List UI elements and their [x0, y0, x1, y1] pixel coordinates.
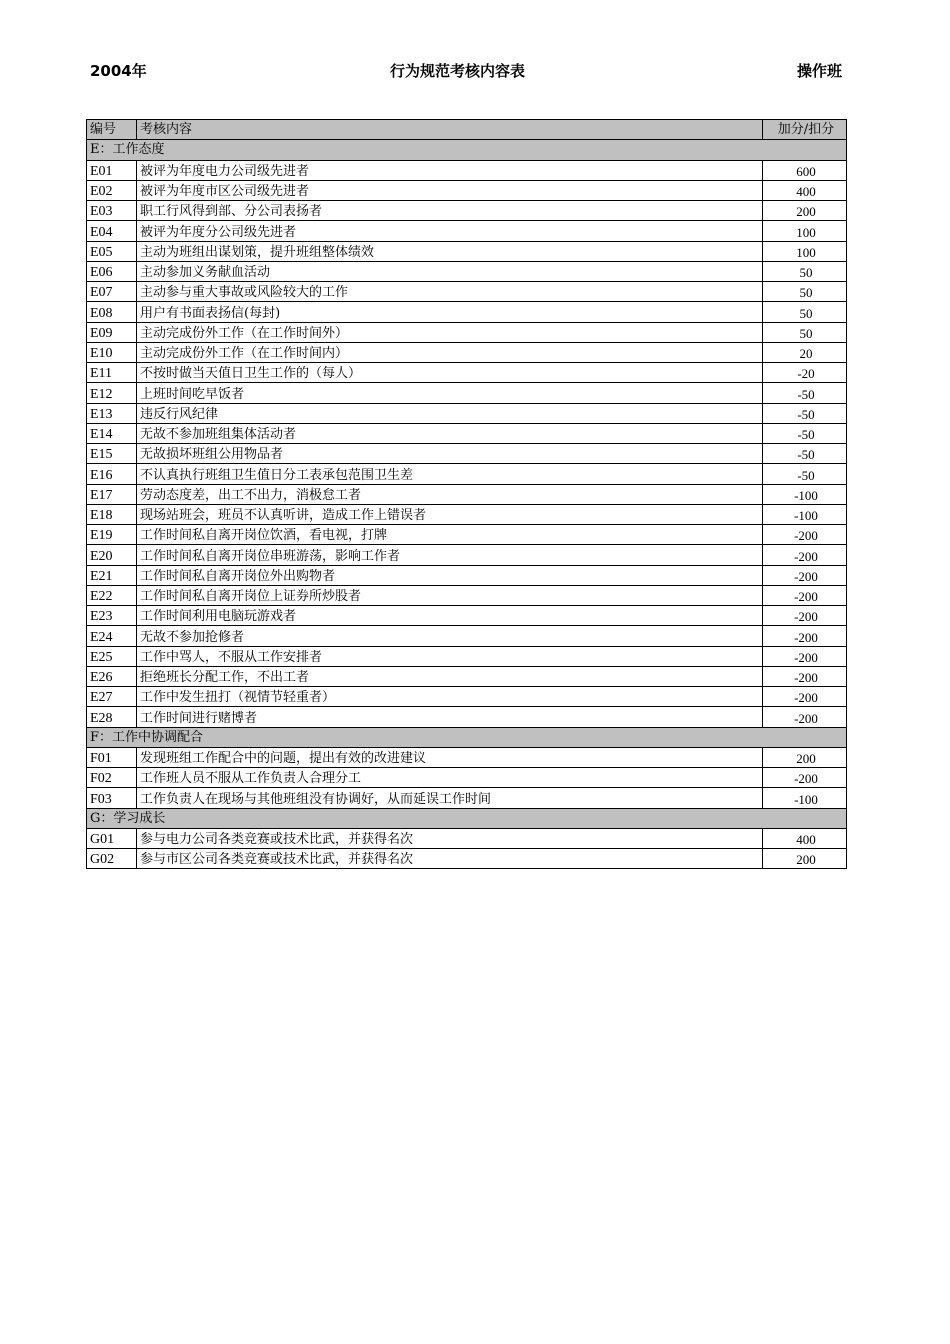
- item-code: E08: [87, 302, 137, 322]
- item-code: E13: [87, 403, 137, 423]
- item-code: E07: [87, 282, 137, 302]
- item-code: E25: [87, 646, 137, 666]
- section-row: [87, 727, 847, 747]
- item-score: 200: [763, 201, 847, 221]
- item-score: 200: [763, 849, 847, 869]
- item-code: E22: [87, 585, 137, 605]
- item-content: 违反行风纪律: [137, 403, 763, 423]
- item-content: 用户有书面表扬信(每封): [137, 302, 763, 322]
- item-content: 被评为年度分公司级先进者: [137, 221, 763, 241]
- item-score: -200: [763, 768, 847, 788]
- item-score: -200: [763, 525, 847, 545]
- table-row: [87, 626, 847, 646]
- report-year: 2004年: [90, 62, 147, 80]
- table-row: [87, 221, 847, 241]
- item-content: 工作负责人在现场与其他班组没有协调好，从而延误工作时间: [137, 788, 763, 808]
- item-code: E12: [87, 383, 137, 403]
- item-code: E16: [87, 464, 137, 484]
- table-row: [87, 383, 847, 403]
- table-row: [87, 788, 847, 808]
- item-score: -200: [763, 666, 847, 686]
- item-content: 被评为年度市区公司级先进者: [137, 180, 763, 200]
- item-content: 工作时间私自离开岗位外出购物者: [137, 565, 763, 585]
- table-row: [87, 828, 847, 848]
- table-row: [87, 302, 847, 322]
- item-score: 50: [763, 261, 847, 281]
- item-content: 主动完成份外工作（在工作时间内）: [137, 342, 763, 362]
- page-title: 行为规范考核内容表: [390, 62, 526, 80]
- item-code: F01: [87, 747, 137, 767]
- item-code: E20: [87, 545, 137, 565]
- item-score: -50: [763, 403, 847, 423]
- item-code: G01: [87, 828, 137, 848]
- item-score: 400: [763, 828, 847, 848]
- item-content: 工作时间进行赌博者: [137, 707, 763, 727]
- item-content: 参与电力公司各类竞赛或技术比武，并获得名次: [137, 828, 763, 848]
- table-row: [87, 342, 847, 362]
- item-score: 200: [763, 747, 847, 767]
- table-row: [87, 160, 847, 180]
- item-code: F02: [87, 768, 137, 788]
- item-code: E27: [87, 687, 137, 707]
- item-score: -100: [763, 504, 847, 524]
- item-score: 100: [763, 221, 847, 241]
- item-score: -50: [763, 464, 847, 484]
- table-row: [87, 666, 847, 686]
- item-code: E23: [87, 606, 137, 626]
- item-content: 职工行风得到部、分公司表扬者: [137, 201, 763, 221]
- item-code: G02: [87, 849, 137, 869]
- item-code: E17: [87, 484, 137, 504]
- table-row: [87, 464, 847, 484]
- item-score: 20: [763, 342, 847, 362]
- table-row: [87, 423, 847, 443]
- item-score: -200: [763, 707, 847, 727]
- item-content: 拒绝班长分配工作，不出工者: [137, 666, 763, 686]
- table-row: [87, 747, 847, 767]
- table-row: [87, 282, 847, 302]
- item-content: 无故不参加班组集体活动者: [137, 423, 763, 443]
- column-header-content: 考核内容: [137, 120, 763, 140]
- table-row: [87, 768, 847, 788]
- page-header: [90, 60, 842, 84]
- item-score: 50: [763, 302, 847, 322]
- item-code: E11: [87, 363, 137, 383]
- item-code: E19: [87, 525, 137, 545]
- item-score: -200: [763, 585, 847, 605]
- assessment-table: [86, 119, 847, 869]
- item-code: E26: [87, 666, 137, 686]
- table-row: [87, 444, 847, 464]
- item-content: 上班时间吃早饭者: [137, 383, 763, 403]
- table-row: [87, 707, 847, 727]
- table-row: [87, 646, 847, 666]
- table-row: [87, 241, 847, 261]
- table-row: [87, 687, 847, 707]
- item-content: 不按时做当天值日卫生工作的（每人）: [137, 363, 763, 383]
- item-score: -200: [763, 626, 847, 646]
- item-code: E18: [87, 504, 137, 524]
- team-name: 操作班: [796, 62, 842, 80]
- column-header-score: 加分/扣分: [763, 120, 847, 140]
- item-score: -200: [763, 565, 847, 585]
- table-row: [87, 504, 847, 524]
- item-code: E15: [87, 444, 137, 464]
- item-content: 无故不参加抢修者: [137, 626, 763, 646]
- item-content: 不认真执行班组卫生值日分工表承包范围卫生差: [137, 464, 763, 484]
- item-code: E06: [87, 261, 137, 281]
- item-code: E10: [87, 342, 137, 362]
- item-code: E02: [87, 180, 137, 200]
- item-code: E28: [87, 707, 137, 727]
- item-score: -100: [763, 484, 847, 504]
- table-row: [87, 565, 847, 585]
- item-content: 主动参加义务献血活动: [137, 261, 763, 281]
- item-code: E04: [87, 221, 137, 241]
- item-content: 被评为年度电力公司级先进者: [137, 160, 763, 180]
- table-row: [87, 585, 847, 605]
- table-row: [87, 180, 847, 200]
- item-content: 现场站班会，班员不认真听讲，造成工作上错误者: [137, 504, 763, 524]
- table-row: [87, 484, 847, 504]
- item-score: -200: [763, 606, 847, 626]
- item-score: 50: [763, 282, 847, 302]
- table-header-row: [87, 120, 847, 140]
- item-score: -50: [763, 423, 847, 443]
- table-row: [87, 363, 847, 383]
- item-content: 发现班组工作配合中的问题，提出有效的改进建议: [137, 747, 763, 767]
- item-content: 参与市区公司各类竞赛或技术比武，并获得名次: [137, 849, 763, 869]
- item-score: 100: [763, 241, 847, 261]
- table-row: [87, 261, 847, 281]
- item-score: 50: [763, 322, 847, 342]
- item-score: -200: [763, 646, 847, 666]
- item-score: -20: [763, 363, 847, 383]
- table-row: [87, 322, 847, 342]
- table-row: [87, 201, 847, 221]
- item-content: 工作时间私自离开岗位上证券所炒股者: [137, 585, 763, 605]
- section-title: F：工作中协调配合: [87, 727, 847, 747]
- item-code: E05: [87, 241, 137, 261]
- item-content: 工作班人员不服从工作负责人合理分工: [137, 768, 763, 788]
- item-score: 600: [763, 160, 847, 180]
- item-score: -50: [763, 444, 847, 464]
- item-content: 工作时间私自离开岗位串班游荡，影响工作者: [137, 545, 763, 565]
- section-row: [87, 808, 847, 828]
- item-content: 工作时间私自离开岗位饮酒，看电视，打牌: [137, 525, 763, 545]
- item-code: F03: [87, 788, 137, 808]
- table-row: [87, 403, 847, 423]
- item-code: E21: [87, 565, 137, 585]
- item-score: -50: [763, 383, 847, 403]
- item-score: -200: [763, 687, 847, 707]
- item-score: -200: [763, 545, 847, 565]
- item-content: 劳动态度差，出工不出力，消极怠工者: [137, 484, 763, 504]
- item-code: E09: [87, 322, 137, 342]
- section-title: E：工作态度: [87, 140, 847, 160]
- item-score: -100: [763, 788, 847, 808]
- item-code: E14: [87, 423, 137, 443]
- table-row: [87, 545, 847, 565]
- section-title: G：学习成长: [87, 808, 847, 828]
- assessment-table-body: [87, 120, 847, 869]
- item-code: E24: [87, 626, 137, 646]
- column-header-id: 编号: [87, 120, 137, 140]
- item-content: 主动参与重大事故或风险较大的工作: [137, 282, 763, 302]
- item-content: 无故损坏班组公用物品者: [137, 444, 763, 464]
- table-row: [87, 849, 847, 869]
- item-content: 工作时间利用电脑玩游戏者: [137, 606, 763, 626]
- table-row: [87, 525, 847, 545]
- table-row: [87, 606, 847, 626]
- item-code: E01: [87, 160, 137, 180]
- item-content: 主动为班组出谋划策，提升班组整体绩效: [137, 241, 763, 261]
- item-content: 工作中骂人，不服从工作安排者: [137, 646, 763, 666]
- item-code: E03: [87, 201, 137, 221]
- section-row: [87, 140, 847, 160]
- item-content: 工作中发生扭打（视情节轻重者）: [137, 687, 763, 707]
- item-content: 主动完成份外工作（在工作时间外）: [137, 322, 763, 342]
- item-score: 400: [763, 180, 847, 200]
